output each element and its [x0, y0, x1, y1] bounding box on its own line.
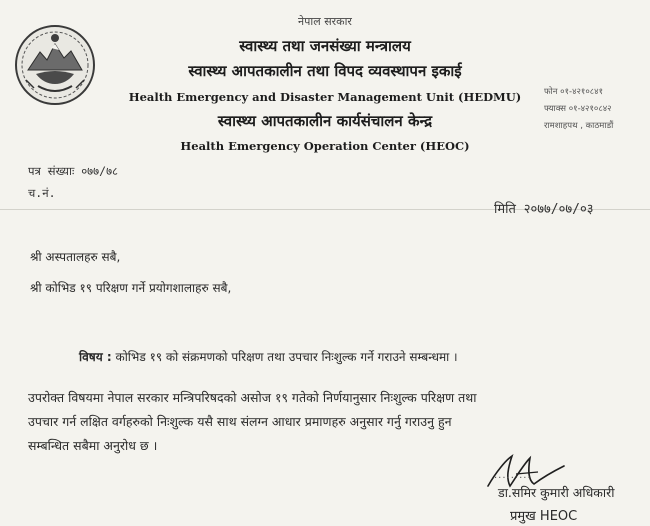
body-paragraph-line: सम्बन्धित सबैमा अनुरोध छ ।	[28, 438, 158, 453]
body-paragraph-line: उपरोक्त विषयमा नेपाल सरकार मन्त्रिपरिषदको असोज १९ गतेको निर्णयानुसार निःशुल्क परिक्षण तथा	[28, 390, 477, 405]
dispatch-number: च.नं.	[28, 186, 56, 200]
unit-name-nepali: स्वास्थ्य आपतकालीन तथा विपद व्यवस्थापन इकाई	[188, 62, 462, 80]
addressee-line: श्री अस्पतालहरु सबै,	[30, 250, 121, 264]
contact-fax: फ्याक्स ०१-४२१०८४२	[544, 104, 612, 114]
signature-dotted-line: .........	[494, 470, 532, 481]
center-name-english: Health Emergency Operation Center (HEOC)	[180, 139, 470, 153]
reference-number: पत्र संख्याः ०७७/७८	[28, 164, 119, 178]
signatory-title: प्रमुख HEOC	[510, 509, 578, 524]
subject-text: कोभिड १९ को संक्रमणको परिक्षण तथा उपचार निःशुल्क गर्ने गराउने सम्बन्धमा ।	[115, 350, 458, 364]
letter-date: मिति २०७७/०७/०३	[494, 202, 594, 217]
government-name: नेपाल सरकार	[298, 15, 352, 28]
ministry-name: स्वास्थ्य तथा जनसंख्या मन्त्रालय	[239, 37, 411, 55]
subject-line	[79, 348, 458, 365]
signatory-name: डा.समिर कुमारी अधिकारी	[498, 485, 615, 500]
contact-phone: फोन ०१-४२१०८४१	[544, 87, 604, 97]
addressee-line: श्री कोभिड १९ परिक्षण गर्ने प्रयोगशालाहरु सबै,	[30, 281, 232, 295]
subject-label: विषय :	[79, 350, 112, 364]
contact-address: रामशाहपथ , काठमाडौं	[544, 121, 614, 131]
unit-name-english: Health Emergency and Disaster Management Unit (HEDMU)	[128, 90, 522, 104]
center-name-nepali: स्वास्थ्य आपतकालीन कार्यसंचालन केन्द्र	[217, 112, 433, 130]
body-paragraph-line: उपचार गर्न लक्षित वर्गहरुको निःशुल्क यसै साथ संलग्न आधार प्रमाणहरु अनुसार गर्नु गराउनु हुन	[28, 414, 452, 429]
